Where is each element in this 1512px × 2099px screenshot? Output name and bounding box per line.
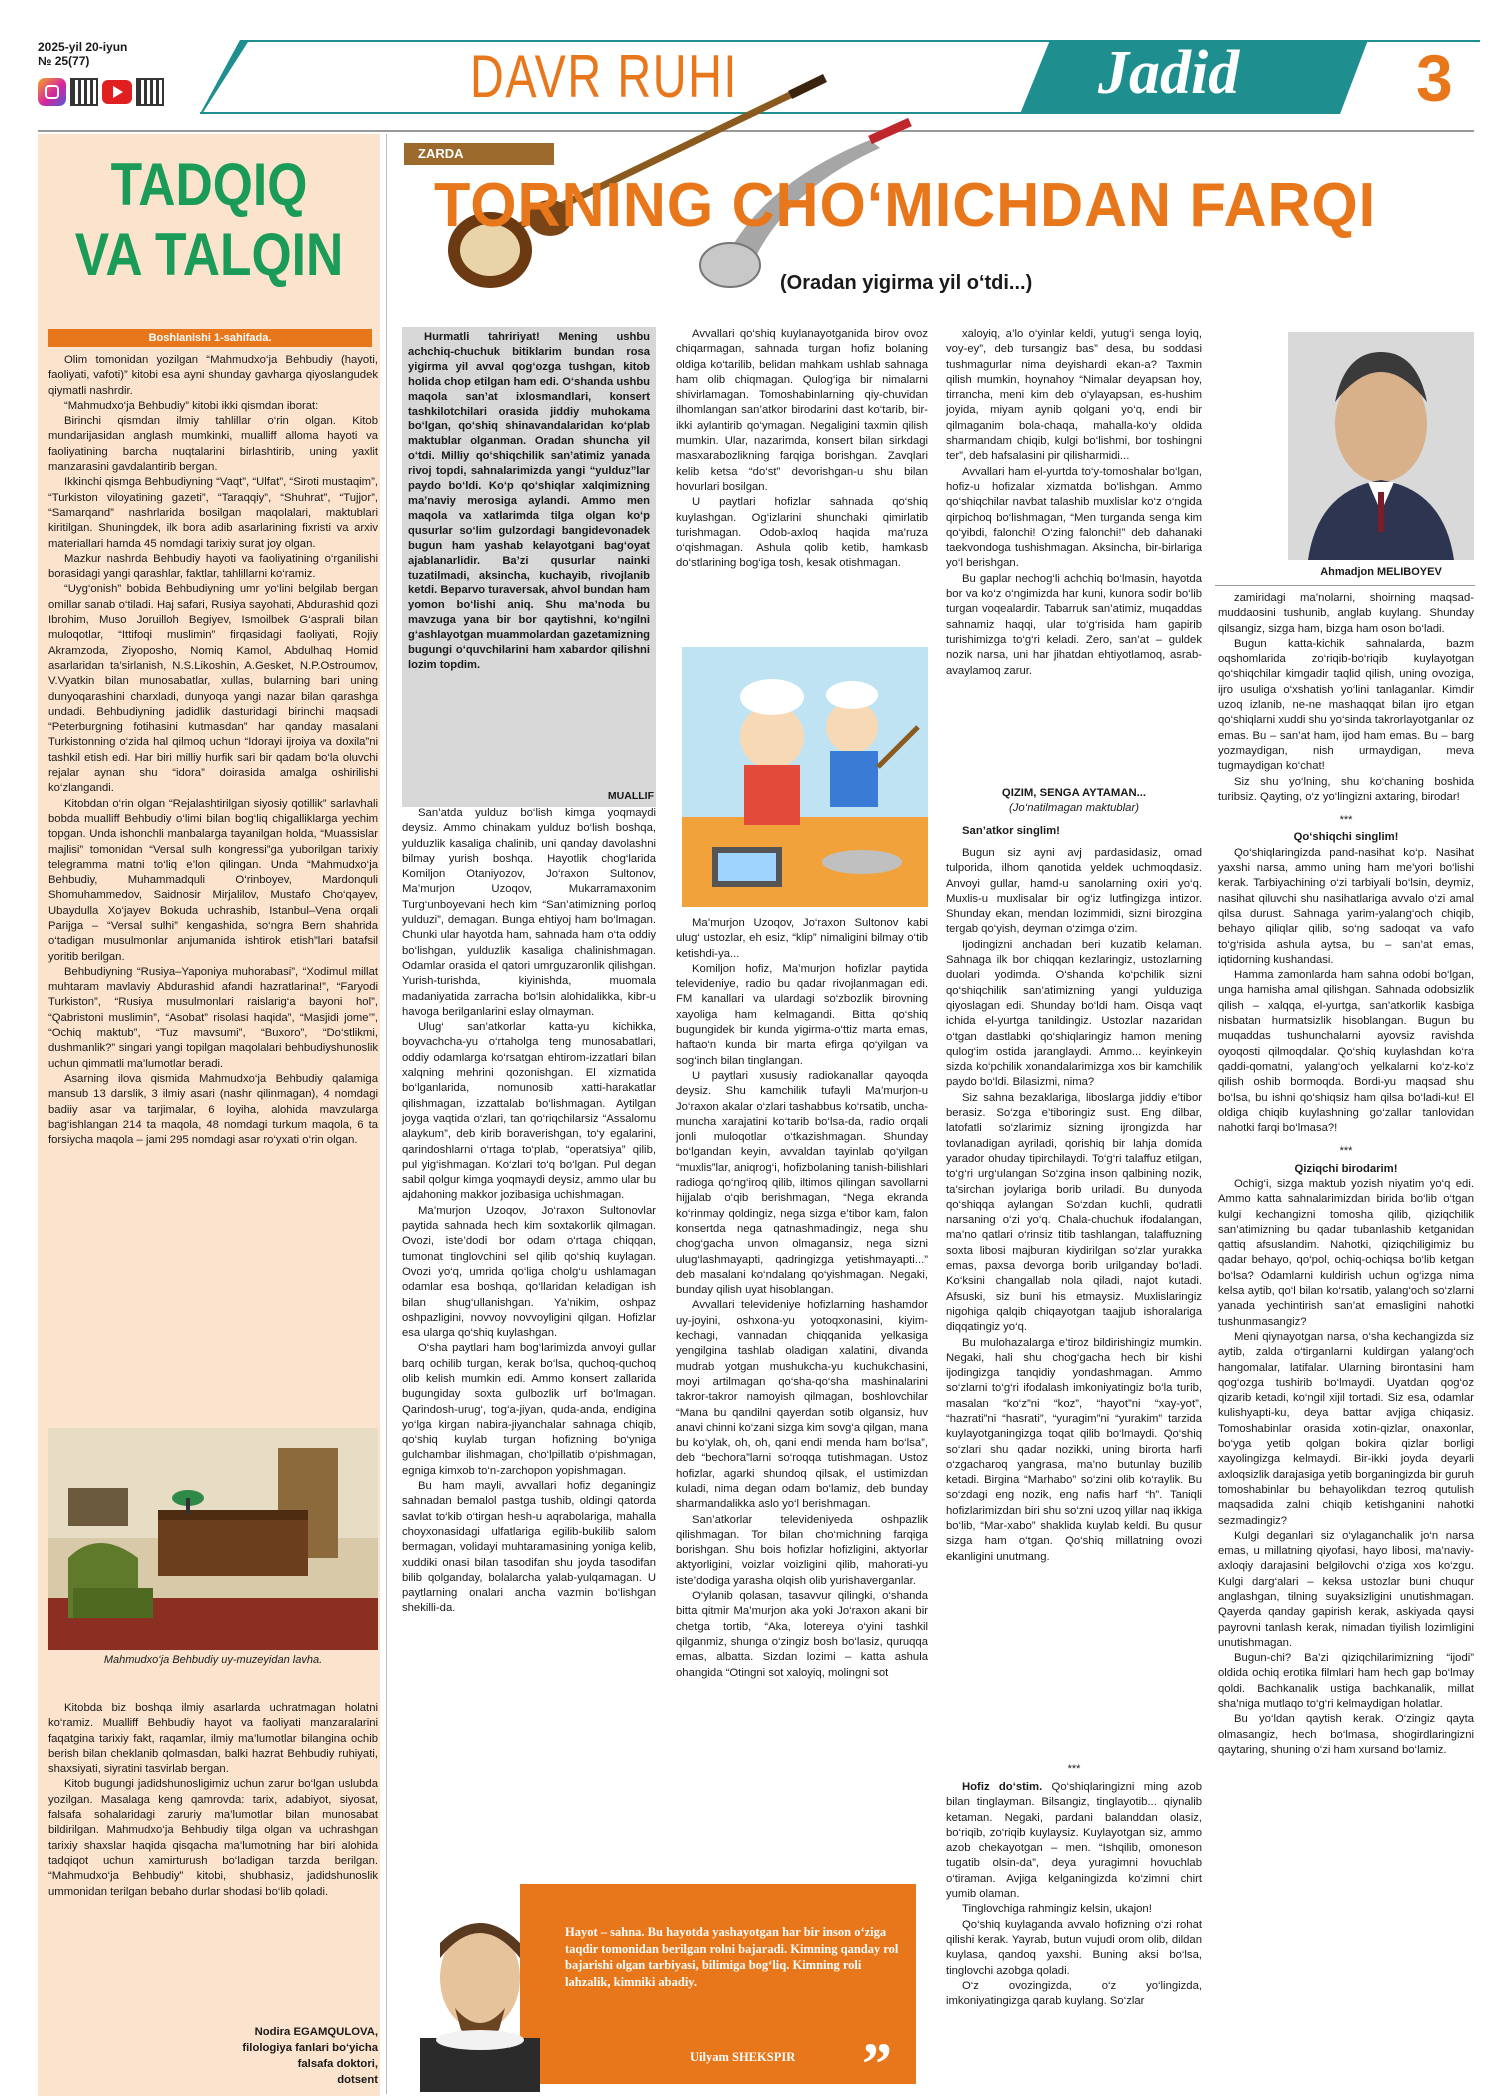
editorial-signature: MUALLIF <box>607 790 654 802</box>
paragraph: Tinglovchiga rahmingiz kelsin, ukajon! <box>962 1903 1152 1916</box>
letters-heading-block <box>946 786 1202 839</box>
signature-line: filologiya fanlari bo‘yicha <box>242 2042 378 2054</box>
section-separator: *** <box>1067 1763 1081 1775</box>
masthead-date-block <box>38 40 127 68</box>
letter-heading: Hofiz do‘stim. <box>962 1781 1043 1793</box>
section-title: DAVR RUHI <box>470 43 738 110</box>
paragraph: Kulgi deganlari siz o‘ylaganchalik jo‘n narsa emas, u millatning qiyofasi, hayo libosi, ma’naviy-axloqiy darajasini belgilovchi o‘ziga xos ko‘zgu. Kulgi darg‘alari – keksa ustozlar buni chuqur anglashgan, tilning suyaksizligini unutishmagan. Qayerda qanday gapirish kerak, askiyada qaysi payrovni tanlash kerak, nimadan tiyilish lozimligini unutishmagan. <box>1218 1529 1474 1649</box>
paragraph: Ma’murjon Uzoqov, Jo‘raxon Sultonov kabi ulug‘ ustozlar, eh esiz, “klip” nimaligini bilmay o‘tib ketishdi-ya... <box>676 917 928 960</box>
paragraph: San’atkorlar televideniyeda oshpazlik qilishmagan. Tor bilan cho‘michning farqiga borishgan. Shu bois hofizlar hofizligini, aktyorlar aktyorligini, voizlar voizligini qilib, mahorati-yu iste’dodiga yarasha olqish olib yurishaverganlar. <box>676 1513 928 1587</box>
paragraph: Olim tomonidan yozilgan “Mahmudxo‘ja Behbudiy (hayoti, faoliyati, vafoti)” kitobi esa ayni shunday gavharga qiyoslangudek qiymatli nashrdir. <box>48 354 378 397</box>
paragraph: Bugun katta-kichik sahnalarda, bazm oqshomlarida zo‘riqib-bo‘riqib kuylayotgan qo‘shiqchilar kimgadir taqlid qilish, uning ovoziga, ijro usuliga o‘xshatish yo‘lini tanlaganlar. Kimdir uzoq izlanib, ne-ne mashaqqat bilan ijro etgan qo‘shiqlarni xuddi shu yo‘sinda takrorlayotganlar oz emas. Bu – san’at ham, ijod ham emas. Bu – barg yozmaydigan, nish urmaydigan, meva tugmaydigan ko‘chat! <box>1218 637 1474 773</box>
instagram-icon[interactable] <box>38 78 66 106</box>
paragraph: “Mahmudxo‘ja Behbudiy” kitobi ikki qismdan iborat: <box>64 399 319 412</box>
editorial-note-box <box>402 327 656 807</box>
paragraph: San’atda yulduz bo‘lish kimga yoqmaydi deysiz. Ammo chinakam yulduz bo‘lish boshqa, yulduzlik kasaliga chalinib, uni qanday davolashni bilmay yurish boshqa. Hayotlik chog‘larida Komiljon Otaniyozov, Jo‘raxon Sultonov, Ma’murjon Uzoqov, Mukarramaxonim Turg‘unboyevani hech kim “San’atimizning porloq yulduzi”, demagan. Bunga ehtiyoj ham bo‘lmagan. Chunki ular hayotda ham, sahnada ham o‘ta oddiy bo‘lishgan, yulduzlik kasaliga chalinishmagan. Odamlar orasida el qatori umrguzaronlik qilishgan. Yurish-turishda, kiyinishda, muomala madaniyatida zarracha bo‘lsin alohidalikka, kibr-u havoga berilganlarini eslay olmayman. <box>402 807 656 1018</box>
letter-heading: Qiziqchi birodarim! <box>1294 1162 1398 1175</box>
page-number: 3 <box>1416 41 1453 115</box>
paragraph: Hamma zamonlarda ham sahna odobi bo‘lgan, unga hamisha amal qilishgan. Sahnada odobsizlik qilish – xalqqa, el-yurtga, san’atkorlik kasbiga nisbatan hurmatsizlik hisoblangan. Bugun bu muqaddas tushunchalarni ayovsiz ravishda oyoqosti qilmoqdalar. Qo‘shiq kuylashdan ko‘ra qaddi-qomatni, yalang‘och yelkalarni ko‘z-ko‘z qilish oshib bormoqda. Bordi-yu maqsad shu bo‘lsa, bu ishni qo‘shiqsiz ham qilsa bo‘ladi-ku! El oldiga chiqib kuylashning go‘zallar tanlovidan nahotki farqi bo‘lmasa?! <box>1218 969 1474 1135</box>
photo-rule <box>1215 585 1475 586</box>
section-separator: *** <box>1339 814 1353 827</box>
paragraph: Behbudiyning “Rusiya–Yaponiya muhorabasi”, “Xodimul millat muhtaram mavlaviy Abdurashid afandi hazratlarina!”, “Faryodi Turkiston”, “Rusiya musulmonlari raislarig‘a bayoni hol”, “Qabristoni muslimin”, “Asobat” risolasi haqida”, “Masjidi jome’”, “Ochiq maktub”, “Tuz mavsumi”, “Buxoro”, “Do‘stlikmi, dushmanlik?” singari yangi topilgan maqolalari behbudiyshunoslik uchun qimmatli ma’lumotlar beradi. <box>48 965 378 1070</box>
article-column-5 <box>1218 591 1474 1758</box>
paragraph: Qo‘shiqlaringizni ming azob bilan tinglayman. Bilsangiz, tinglayotib... qiynalib ketaman. Negaki, pardani balanddan olasiz, bo‘riqib, zo‘riqib kuylaysiz. Kuylayotgan siz, ammo azob chekayotgan – men. “Ishqilib, omoneson tugatib olsin-da”, deya yuragimni hovuchlab o‘tiraman. Avjiga kelganingizda ko‘zimni chirt yumib olaman. <box>946 1781 1202 1901</box>
paragraph: O‘sha paytlari ham bog‘larimizda anvoyi gullar barq ochilib turgan, kerak bo‘lsa, quchoq-quchoq olib kelish mumkin edi. Ammo konsert zallarida bugungiday soxta gulbozlik urf bo‘lmagan. Qarindosh-urug‘, tog‘a-jiyan, quda-anda, endigina yo‘lga kirgan nabira-jiyanchalar sahnaga chiqib, qo‘shiq kuylab turgan hofizning bo‘yniga gulchambar ilishmagan, cho‘lpillatib o‘pishmagan, egniga kimxob to‘n-zarchopon yopishmagan. <box>402 1342 656 1477</box>
museum-photo <box>48 1428 378 1650</box>
paragraph: U paytlari hofizlar sahnada qo‘shiq kuylashgan. Og‘izlarini shunchaki qimirlatib turishmagan. Odob-axloq haqida ma’ruza o‘qishmagan. Ashula qolib ketib, hamkasb do‘stlarining bog‘iga tosh, kesak otishmagan. <box>676 496 928 570</box>
paragraph: Bugun siz ayni avj pardasidasiz, omad tulporida, ilhom qanotida yeldek uchmoqdasiz. Anvoyi gullar, hamd-u sanolarning oxiri yo‘q. Muxlis-u muxlisalar bir og‘iz lutfingizga intizor. Shunday ekan, mendan lozimmidi, sizni birozgina tergab qo‘yish, deyman o‘zimga o‘zim. <box>946 847 1202 936</box>
paragraph: Kitob bugungi jadidshunosligimiz uchun zarur bo‘lgan uslubda yozilgan. Masalaga keng qamrovda: tarix, adabiyot, siyosat, falsafa sohalaridagi zaruriy ma’lumotlar bilan munosabat bildirilgan. Mahmudxo‘ja Behbudiy tilga olgan va uchrashgan tarixiy shaxslar haqida qisqacha ma’lumotning har biri alohida tadqiqot uchun xamirturush bo‘ladigan tarzda berilgan. “Mahmudxo‘ja Behbudiy” kitobi, shubhasiz, jadidshunoslik ummonidan terilgan bebaho durlar shodasi bo‘lib qoladi. <box>48 1778 378 1898</box>
paragraph: Bu ham mayli, avvallari hofiz deganingiz sahnadan bemalol pastga tushib, oldingi qatorda savlat to‘kib o‘tirgan hesh-u aqrabolariga, mahalla choyxonasidagi ulfatlariga egilib-bukilib salom bermagan, volidayi muhtaramasining yoniga kelib, xuddiki onasi bilan tasodifan shu joyda tasodifan bilib qolganday, bolalarcha yalab-yulqamagan. U paytlarning onalari ancha vazmin bo‘lishgan shekilli-da. <box>402 1480 656 1615</box>
paragraph: Avvallari televideniye hofizlarning hashamdor uy-joyini, oshxona-yu yotoqxonasini, kiyim-kechagi, vannadan chiqqanida yelkasiga yengilgina tashlab oladigan xalatini, divanda mudrab yotgan mushukcha-yu kuchukchasini, moyi artilmagan qo‘sha-qo‘sha mashinalarini takror-takror namoyish qilmagan, boshlovchilar “Mana bu qandilni qayerdan sotib olgansiz, huv anavi chinni ko‘zani sizga kim sovg‘a qilgan, mana bu ko‘ylak, oh, oh, qani endi menda ham bo‘lsa”, deb “bechora”larni so‘roqqa tutishmagan. Ustoz hofizlar, agarki shundoq qilsak, el ustimizdan kuladi, nima degan odam bo‘lamiz, deb bunday sharmandalikka aslo yo‘l berishmagan. <box>676 1299 928 1511</box>
paragraph: U paytlari xususiy radiokanallar qayoqda deysiz. Shu kamchilik tufayli Ma’murjon-u Jo‘raxon akalar o‘zlari tashabbus ko‘rsatib, uncha-muncha xarajatini ko‘tarib bo‘lsa-da, radio orqali jonli muloqotlar o‘tkazishmagan. Shunday bo‘lgandan keyin, avvaldan tayinlab qo‘yilgan “muxlis”lar, aniqrog‘i, hofizbolaning tanish-bilishlari radioga qo‘ng‘iroq qilib, iltimos qilingan savollarni hijjalab o‘qib berishmagan, “Nega ekranda ko‘rinmay qoldingiz, nega sizga e’tibor kam, falon konsertda nega qatnashmadingiz, nega shu chog‘gacha unvon olmagansiz, nega sizni ulug‘lashmayapti, qadringizga yetishmayapti...” deb masalani ko‘ndalang qo‘yishmagan. Negaki, bunday qilish uyat hisoblangan. <box>676 1069 928 1297</box>
signature-line: dotsent <box>337 2074 378 2086</box>
kicker-label: ZARDA <box>404 143 554 165</box>
paragraph: Kitobda biz boshqa ilmiy asarlarda uchratmagan holatni ko‘ramiz. Mualliff Behbudiy hayot va faoliyati manzaralarini faqatgina tarixiy fakt, raqamlar, ilmiy ma’lumotlar bilangina ochib berish bilan cheklanib qolmasdan, balki hazrat Behbudiy ruhiyati, shaxsiyati, siyratini tasvirlab bergan. <box>48 1702 378 1776</box>
paragraph: Birinchi qismdan ilmiy tahlillar o‘rin olgan. Kitob mundarijasidan anglash mumkinki, mualliff alloma hayoti va faoliyatining barcha nuqtalarini birlashtirib, uning yaxlit manzarasini gavdalantirib bergan. <box>48 415 378 474</box>
author-signature <box>48 2024 378 2088</box>
paragraph: Bu mulohazalarga e’tiroz bildirishingiz mumkin. Negaki, hali shu chog‘gacha hech bir kishi ijodingizga tanqidiy yondashmagan. Ammo so‘zlarni to‘g‘ri ifodalash imkoniyatingiz bo‘la turib, masalan “ko‘z”ni “koz”, “hayot”ni “xay-yot”, “hazrati”ni “hasrati”, “yuragim”ni “yurakim” tarzida kuylayotganingizga toqat qilib bo‘lmaydi. Qo‘shiq so‘zlari shu qadar nozikki, uning birorta harfi o‘zgacharoq yangrasa, ma’no butunlay buzilib ketadi. Birgina “Marhabo” so‘zini olib ko‘raylik. Bu so‘zdagi eng nozik, eng nafis harf “h”. Taniqli hofizlarimizdan biri shu so‘zni uzoq yillar naq ikkiga bo‘lib, “Mar-xabo” shaklida kuylab keldi. Bu qusur sizga ham o‘tgan. Qo‘shiq millatning ovozi ekanligini unutmang. <box>946 1336 1202 1563</box>
paragraph: xaloyiq, a’lo o‘yinlar keldi, yutug‘i senga loyiq, voy-ey”, deb tursangiz bas” desa, bu soddasi tushmagurlar nima deyishardi ekan-a? Taxmin qilish mumkin, hoynahoy “Nimalar deyapsan hoy, tirrancha, meni kim deb o‘ylayapsan, es-hushim joyida, miyam aynib qolgani yo‘q, endi bir qilmaganim bola-chaqa, mahalla-ko‘y oldida sharmandam chiqib, kulgi bo‘lishmi, bor toshingni ter”, deb hafsalasini pir qilisharmidi... <box>946 328 1202 463</box>
paragraph: Ulug‘ san’atkorlar katta-yu kichikka, boyvachcha-yu o‘rtaholga teng munosabatlari, oddiy odamlarga ko‘rsatgan ehtirom-izzatlari bilan xalqning mehrini qozonishgan. El xizmatida bo‘lganlarida, nomunosib xatti-harakatlar qilishmagan, izzattalab bo‘lishmagan. Aytilgan joyga vaqtida o‘zlari, tan qo‘riqchilarsiz “Assalomu alaykum”, deb kirib boraverishgan, to‘y egalarini, qarindoshlarni o‘rtaga to‘plab, “operatsiya” qilib, pul yig‘ishmagan. Ko‘zlari to‘q bo‘lgan. Pul degan sabil qolgur kimga yoqmaydi deysiz, ammo ular bu ajdahoning makkor jozibasiga uchishmagan. <box>402 1021 656 1202</box>
paragraph: “Uyg‘onish” bobida Behbudiyning umr yo‘lini belgilab bergan omillar sanab o‘tiladi. Haj safari, Rusiya sayohati, Abdurashid qozi Ibrohim, Muso Joruilloh Begiyev, Ismoilbek G‘asprali bilan muloqotlar, “Ittifoqi muslimin” firqasidagi faoliyati, Rojiy Akramzoda, Ziyoposho, Nomiq Kamol, Abdulhaq Homid asarlaridan ta’sirlanish, N.S.Likoshin, A.Gesket, N.P.Ostroumov, V.Vyatkin bilan munosabatlar, xullas, bularning bari uning dunyoqarashini charxladi, dunyoqa yangi nazar bilan qarashga undadi. Behbudiyning jadidlik dasturidagi birinchi maqsadi “Peterburgning fotihasini kutmasdan” har qanday masalani Turkistonning o‘zida hal qilmoq uchun “Idorayi ijroiya va doxila”ni tashkil etish edi. Har biri milliy hurfik sari bir qadam bo‘la oluvchi rejalar aynan shu “idora” doirasida amalga oshirilishi ko‘zlangandi. <box>48 583 378 795</box>
paragraph: Komiljon hofiz, Ma’murjon hofizlar paytida televideniye, radio bu qadar rivojlanmagan edi. FM kanallari va ulardagi so‘zbozlik birovning xayoliga ham kelmagandi. Bitta qo‘shiq bugungidek bir kunda yigirma-o‘ttiz marta emas, haftao‘n kunda bir marta efirga qo‘yilgan va sog‘inch bilan tinglangan. <box>676 962 928 1067</box>
paragraph: Siz shu yo‘lning, shu ko‘chaning boshida turibsiz. Qayting, o‘z yo‘lingizni axtaring, birodar! <box>1218 775 1474 803</box>
article-column-2 <box>402 806 656 1617</box>
paragraph: Avvallari qo‘shiq kuylanayotganida birov ovoz chiqarmagan, sahnada turgan hofiz bolaning oldiga ko‘tarilib, belidan mahkam ushlab sahnaga ham olib chiqmagan. Qulog‘iga bir nimalarni shivirlamagan. Tomoshabinlarning qiy-chuvidan ilhomlangan san’atkor birodarini dast ko‘tarib, bir-ikki aylantirib qo‘ymagan. Negaligini taxmin qilish mumkin. Ular, nazarimda, konsert bilan sirkdagi masxarabozlikning farqiga borishgan. Zavqlari kelib ketsa “do‘st” devorishgan-u shu bilan hovurlari bosilgan. <box>676 328 928 493</box>
paragraph: Qo‘shiqlaringizda pand-nasihat ko‘p. Nasihat yaxshi narsa, ammo uning ham me’yori bo‘lishi kerak. Tarbiyachining o‘zi tarbiyali bo‘lsin, deymiz, nasihat qiluvchi shu nasihatlariga avvalo o‘zi amal qilsa durust. Sahnaga yarim-yalang‘och chiqib, behayo qiliqlar qilib, so‘ng sadoqat va vafo to‘g‘risida ashula aytsa, bu – san’at emas, iqtidorning kushandasi. <box>1218 846 1474 966</box>
article-subtitle: (Oradan yigirma yil o‘tdi...) <box>780 272 1033 294</box>
signature-line: falsafa doktori, <box>297 2058 378 2070</box>
newspaper-name: Jadid <box>1098 39 1240 107</box>
close-quote-icon: ” <box>862 2031 892 2097</box>
quote-author: Uilyam SHEKSPIR <box>690 2050 796 2064</box>
paragraph: Bu gaplar nechog‘li achchiq bo‘lmasin, hayotda bor va ko‘z o‘ngimizda har kuni, kunora sodir bo‘lib turgan voqealardir. Tabarruk san’atimiz, muqaddas sahnamiz haqqi, ular to‘g‘risida ham gapirib turishimizga to‘g‘ri keladi. Zero, san’at – guldek nozik narsa, uni har jihatdan ehtiyotlamoq, asrab-avaylamoq zarur. <box>946 572 1202 677</box>
article-column-3-top <box>676 327 928 572</box>
paragraph: Mazkur nashrda Behbudiy hayoti va faoliyatining o‘rganilishi borasidagi yangi qarashlar, faktlar, tahlillarni ko‘ramiz. <box>48 552 378 581</box>
left-article-text <box>48 353 378 1148</box>
paragraph: Bugun-chi? Ba’zi qiziqchilarimizning “ijodi” oldida ochiq erotika filmlari ham hech gap bo‘lmay qoldi. Bachkanalik ustiga bachkanalik, millat sha’niga mutlaqo to‘g‘ri kelmaydigan holatlar. <box>1218 1652 1474 1711</box>
editorial-note: Hurmatli tahririyat! Mening ushbu achchiq-chuchuk bitiklarim bundan rosa yigirma yil avval qog‘ozga tushgan, kitob holida chop etilgan ham edi. O‘shanda ushbu maqola san’at ixlosmandlari, konsert tashkilotchilari orasida jiddiy muhokama bo‘lgan, qo‘shiq shinavandalaridan ko‘plab maktublar olganman. Oradan shuncha yil o‘tdi. Milliy qo‘shiqchilik san’atimiz yanada rivoj topdi, sahnalarimizda yangi “yulduz”lar paydo bo‘ldi. Ko‘p qo‘shiqlar xalqimizning ma’naviy merosiga aylandi. Ammo men maqola va xatlarimda tilga olgan ko‘p qusurlar so‘lim gulzordagi bangidevonadek bugun ham yashab kelayotgani bag‘oyat ajablanarlidir. Ba’zi qusurlar nainki tuzatilmadi, aksincha, kuchayib, rivojlanib ketdi. Beparvo turaversak, ahvol bundan ham yomon bo‘lishi aniq. Shu ma’noda bu mavzuga yana bir bor qaytishni, ko‘ngilni g‘ashlayotgan muammolardan gazetamizning bugungi o‘quvchilarini ham xabardor qilishni lozim topdim. <box>408 331 650 671</box>
letters-subheading: (Jo‘natilmagan maktublar) <box>1009 802 1139 815</box>
paragraph: Ikkinchi qismga Behbudiyning “Vaqt”, “Ulfat”, “Siroti mustaqim”, “Turkiston viloyatining gazeti”, “Taraqqiy”, “Shuhrat”, “Tujjor”, “Samarqand” nashrlarida bosilgan maqolalari, maktublari kiritilgan. Shuningdek, ilk bora adib asarlarining fixristi va arxiv materiallari hamda 45 nomdagi tarixiy surat joy olgan. <box>48 476 378 550</box>
issue-number: № 25(77) <box>38 54 90 68</box>
social-links <box>38 78 164 106</box>
section-separator: *** <box>1339 1145 1353 1158</box>
author-photo-caption: Ahmadjon MELIBOYEV <box>1320 566 1442 578</box>
paragraph: Kitobdan o‘rin olgan “Rejalashtirilgan siyosiy qotillik” sarlavhali bobda mualliff Behbudiy o‘limi bilan bog‘liq chigalliklarga yechim topgan. Unda ishonchli manbalarga tayanilgan holda, “Muassislar majlisi” tomonidan “Versal sulh kongressi”ga yuborilgan tarixiy telegramma matni to‘liq e’lon qilingan. Unda “Mahmudxo‘ja Behbudiy, Muhammadquli O‘rinboyev, Mardonquli Shomuhammedov, Saidnosir Mirjalilov, Mustafo Cho‘qayev, Ubaydulla Xo‘jayev Bokuda uchrashib, Istanbul–Vena orqali Parijga – “Versal sulhi” kengashida, so‘ngra Bern shahrida o‘tadigan musulmonlar anjumanida ishtirok etish”lari batafsil yoritib berilgan. <box>48 797 378 963</box>
paragraph: Ochig‘i, sizga maktub yozish niyatim yo‘q edi. Ammo katta sahnalarimizdan birida bo‘lib o‘tgan kulgi kechangizni tomosha qilib, qiziqchilik san’atimizning bu qadar tubanlashib ketganidan qattiq afsuslandim. Nahotki, qiziqchiligimiz bu qadar behayo, qo‘pol, ochiq-ochiqsa bo‘lib ketgan bo‘lsa? Odamlarni kuldirish uchun og‘izga nima kelsa aytib, qo‘l bilan ko‘rsatib, yalang‘och so‘zlarni yanada yechintirish san’at emasligini nahotki tushunmasangiz? <box>1218 1177 1474 1328</box>
rubric-title: TADQIQ VA TALQIN <box>74 151 344 288</box>
left-article-conclusion <box>48 1701 378 1900</box>
paragraph: Siz sahna bezaklariga, liboslarga jiddiy e’tibor berasiz. So‘zga e’tiboringiz sust. Eng dilbar, latofatli so‘zlarimiz sizning ijrongizda har tovlanadigan ayriladi, qorishiq bir lahja domida yarador ohuday tipirchilaydi. To‘g‘ri talaffuz etilgan, to‘g‘ri urg‘ulangan So‘zgina inson qalbining nozik, ta’sirchan joylariga borib uriladi. Bu dunyoda qo‘shiqqa aylangan So‘zdan kuchli, qudratli narsaning o‘zi yo‘q. Chala-chuchuk ifodalangan, ma’no qatlari o‘rinsiz titib tashlangan, talaffuzning soxta libosi majburan kiydirilgan so‘zlar yurakka emas, paxsa devorga borib urilganday bo‘ladi. Ko‘ksini changallab nola qiladi, najot kutadi. Afsuski, siz buni his etmaysiz. Muxlislaringiz nigohiga qalqib chiqayotgan taajjub ishoralariga diqqatingiz yo‘q. <box>946 1091 1202 1334</box>
letter-heading: San’atkor singlim! <box>962 825 1060 838</box>
paragraph: O‘z ovozingizda, o‘z yo‘lingizda, imkoniyatingizga qarab kuylang. So‘zlar <box>946 1979 1202 2008</box>
letters-heading: QIZIM, SENGA AYTAMAN... <box>1001 787 1147 799</box>
column-divider <box>386 134 387 2094</box>
quote-text: Hayot – sahna. Bu hayotda yashayotgan har bir inson o‘ziga taqdir tomonidan berilgan rolni bajaradi. Kimning qanday rol bajarishi olgan tarbiyasi, bilimiga bog‘liq. Kimning roli lahzalik, kimniki abadiy. <box>565 1925 899 1989</box>
paragraph: Ijodingizni anchadan beri kuzatib kelaman. Sahnaga ilk bor chiqqan kezlaringiz, ustozlarning duolari yodimda. O‘shanda ko‘pchilik sizni qo‘shiqchilik san’atimizning yangi yulduziga qiyoslagan edi. Shunday bo‘ldi ham. Oisqa vaqt ichida el-yurtga tanildingiz. Ustozlar nazaridan o‘tgan dastlabki qo‘shiqlaringiz hamon mening qulog‘im ostida jaranglaydi. Ammo... keyinkeyin sizda ko‘pchilik xonandalarimizga xos bir kamchilik paydo bo‘ldi. Bilasizmi, nima? <box>946 938 1202 1089</box>
signature-line: Nodira EGAMQULOVA, <box>254 2026 378 2038</box>
article-title: TORNING CHO‘MICHDAN FARQI <box>434 171 1377 240</box>
qr-code-icon <box>70 78 98 106</box>
qr-code-icon <box>136 78 164 106</box>
paragraph: O‘ylanib qolasan, tasavvur qilingki, o‘shanda bitta qitmir Ma’murjon aka yoki Jo‘raxon akani bir chetga tortib, “Aka, lotereya o‘yini tashkil qilganmiz, shunga o‘zingiz bosh bo‘lasiz, quruqqa emas, albatta. Sizdan lozimi – katta ashula ohangida “Otingni sot xaloyiq, molingni sot <box>676 1590 928 1679</box>
article-column-4-bottom <box>946 1780 1202 2009</box>
photo-caption: Mahmudxo‘ja Behbudiy uy-muzeyidan lavha. <box>103 1654 323 1666</box>
continued-label: Boshlanishi 1-sahifada. <box>48 329 372 347</box>
paragraph: Avvallari ham el-yurtda to‘y-tomoshalar bo‘lgan, hofiz-u hofizalar xizmatda bo‘lishgan. Ammo qo‘shiqchilar navbat talashib muxlislar ko‘z o‘ngida qirpichoq bo‘lishmagan, “Men turganda senga kim qo‘yibdi, falonchi! O‘zing falonchi!” deb dahanaki taekvondoga tushishmagan. Aksincha, bir-birlariga yo‘l berishgan. <box>946 465 1202 570</box>
author-photo <box>1288 332 1474 560</box>
paragraph: Asarning ilova qismida Mahmudxo‘ja Behbudiy qalamiga mansub 13 darslik, 3 ilmiy asari (nashr qilinmagan), 4 nomdagi badiiy asar va tarjimalar, 6 loyiha, alohida mavzularga bag‘ishlangan 214 ta maqola, 48 nomdagi turkum maqola, 6 ta forsiycha maqola – jami 295 nomdagi asar ro‘yxati o‘rin olgan. <box>48 1072 378 1147</box>
paragraph: zamiridagi ma’nolarni, shoirning maqsad-muddaosini tushunib, anglab kuylang. Shunday qilsangiz, sizga ham, bizga ham oson bo‘ladi. <box>1218 592 1474 635</box>
article-column-4-top <box>946 327 1202 679</box>
paragraph: Bu yo‘ldan qaytish kerak. O‘zingiz qayta olmasangiz, hech bo‘lmasa, shogirdlaringizni qaytaring, shuning o‘zi ham xursand bo‘lamiz. <box>1218 1713 1474 1756</box>
shakespeare-portrait <box>400 1908 550 2092</box>
paragraph: Ma’murjon Uzoqov, Jo‘raxon Sultonovlar paytida sahnada hech kim soxtakorlik qilmagan. Ovozi, iste’dodi bor odam o‘rtaga chiqqan, tumonat tinglovchini sel qilib qo‘shiq kuylagan. Ovozi yo‘q, umrida qo‘liga cholg‘u ushlamagan odamlar esa boshqa, qo‘llaridan keladigan ish bilan shug‘ullanishgan. Ya’nikim, oshpaz oshpazligini, novvoy novvoyligini qilgan. Hofizlar esa ularga qo‘shiq kuylashgan. <box>402 1204 656 1340</box>
article-column-4 <box>946 846 1202 1565</box>
cartoon-illustration <box>682 647 928 907</box>
issue-date: 2025-yil 20-iyun <box>38 40 128 54</box>
article-column-3 <box>676 916 928 1681</box>
paragraph: Qo‘shiq kuylaganda avvalo hofizning o‘zi rohat qilishi kerak. Yayrab, butun vujudi orom olib, dildan kuylasa, qandoq yaxshi. Buning aksi bo‘lsa, tinglovchi azobga qoladi. <box>946 1918 1202 1977</box>
paragraph: Meni qiynayotgan narsa, o‘sha kechangizda siz aytib, zalda o‘tirganlarni kuldirgan yalang‘och hangomalar, latifalar. Ularning birontasini ham qog‘ozga tushirib bo‘lmaydi. Uyatdan qog‘oz qizarib ketadi, ko‘ngil xijil tortadi. Siz esa, odamlar kulishyapti-ku, deya battar avjiga chiqasiz. Tomoshabinlar orasida xotin-qizlar, onaxonlar, bo‘yga yetib qolgan bokira qizlar borligi xayolingizga kelmaydi. Bir-ikki joyda deyarli axloqsizlik darajasiga yetib borganingizda bir guruh tomoshabinlar bu behayolikdan tezroq qutulish maqsadida zalni chiqib ketishganini nahotki sezmadingiz? <box>1218 1330 1474 1527</box>
youtube-icon[interactable] <box>102 80 132 104</box>
open-quote-icon: “ <box>535 1879 565 1945</box>
letter-heading: Qo‘shiqchi singlim! <box>1293 831 1399 844</box>
